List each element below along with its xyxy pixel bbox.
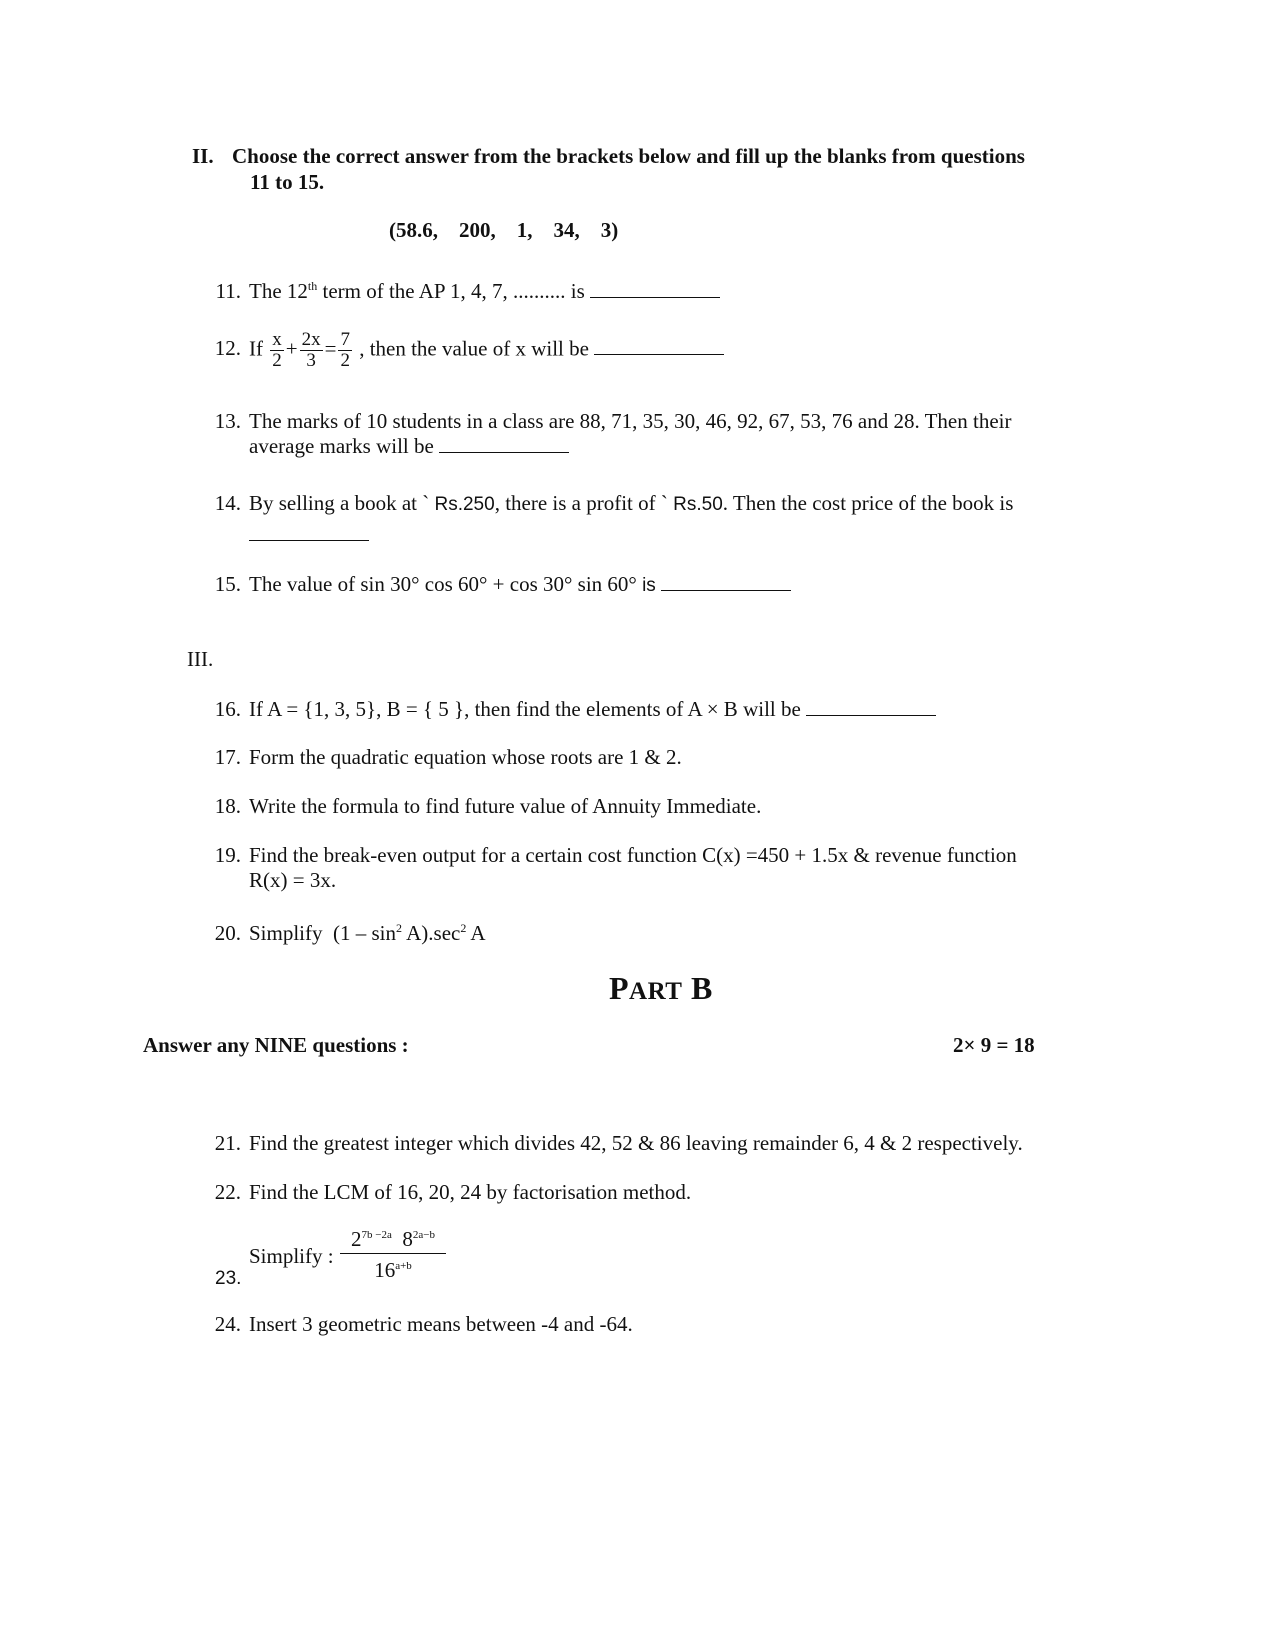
question-19-line2: R(x) = 3x.: [249, 868, 337, 892]
part-b-instruction: Answer any NINE questions :: [143, 1033, 409, 1057]
question-13-line2: average marks will be: [249, 434, 569, 459]
question-number: 21.: [214, 1131, 241, 1155]
section-ii-numeral: II.: [192, 144, 214, 168]
question-14-line2: [249, 522, 369, 547]
question-22: 22. Find the LCM of 16, 20, 24 by factorisation method.: [205, 1180, 691, 1205]
question-18: 18. Write the formula to find future value of Annuity Immediate.: [205, 794, 761, 819]
question-23-number: 23.: [215, 1268, 242, 1289]
question-16: 16. If A = {1, 3, 5}, B = { 5 }, then find the elements of A × B will be: [205, 697, 936, 722]
question-number: 20.: [214, 921, 241, 945]
trig-expression: sin 30° cos 60° + cos 30° sin 60°: [360, 572, 637, 596]
question-15: 15. The value of sin 30° cos 60° + cos 30° sin 60° is: [205, 572, 791, 597]
question-number: 24.: [214, 1312, 241, 1336]
question-number: 18.: [214, 794, 241, 818]
fraction-2x-over-3: $\frac{2x}{3}$: [301, 329, 321, 371]
answer-blank: [249, 522, 369, 541]
question-number: 19.: [214, 843, 241, 867]
question-number: 13.: [214, 409, 241, 433]
answer-blank: [661, 572, 791, 591]
question-number: 22.: [214, 1180, 241, 1204]
question-21: 21. Find the greatest integer which divides 42, 52 & 86 leaving remainder 6, 4 & 2 respectively.: [205, 1131, 1023, 1156]
part-b-heading: PART B: [609, 970, 713, 1006]
question-12: 12. If $\frac{x}{2}$ + $\frac{2x}{3}$ = $\frac{7}{2}$ , then the value of x will be: [205, 330, 724, 371]
question-23-simplify-label: Simplify :: [249, 1244, 334, 1268]
question-number: 17.: [214, 745, 241, 769]
question-11: 11. The 12th term of the AP 1, 4, 7, .......... is: [205, 279, 720, 304]
question-number: 14.: [214, 491, 241, 515]
section-iii-numeral: III.: [187, 647, 214, 671]
question-number: 11.: [215, 279, 241, 303]
question-20: 20. Simplify $(1 - \sin^2 A).\sec^2$ A: [205, 921, 486, 946]
answer-blank: [806, 697, 936, 716]
question-number: 15.: [214, 572, 241, 596]
answer-blank: [439, 434, 569, 453]
question-number: 16.: [214, 697, 241, 721]
answer-blank: [594, 336, 724, 355]
question-14: 14. By selling a book at ` Rs.250, there is a profit of ` Rs.50. Then the cost price of the book is: [205, 491, 1013, 516]
answer-blank: [590, 279, 720, 298]
question-24: 24. Insert 3 geometric means between -4 and -64.: [205, 1312, 633, 1337]
fraction-denominator: $16^{a+b}$: [374, 1258, 412, 1282]
answer-options: (58.6, 200, 1, 34, 3): [389, 218, 619, 242]
section-ii-instruction-line2: 11 to 15.: [250, 170, 325, 194]
question-23-fraction: [340, 1229, 446, 1281]
question-19: 19. Find the break-even output for a certain cost function C(x) =450 + 1.5x & revenue function: [205, 843, 1017, 868]
fraction-numerator: $2^{7b -2a}$ $8^{2a-b}$: [340, 1229, 446, 1254]
question-13: 13. The marks of 10 students in a class are 88, 71, 35, 30, 46, 92, 67, 53, 76 and 28. Then their: [205, 409, 1011, 434]
question-number: 12.: [214, 336, 241, 361]
question-17: 17. Form the quadratic equation whose roots are 1 & 2.: [205, 745, 682, 770]
fraction-7-over-2: $\frac{7}{2}$: [340, 329, 350, 371]
section-ii-instruction-line1: Choose the correct answer from the brackets below and fill up the blanks from questions: [232, 144, 1025, 168]
simplify-expression: $(1 - \sin^2 A).\sec^2$ A: [333, 921, 486, 945]
part-b-marks: 2× 9 = 18: [953, 1033, 1035, 1057]
fraction-x-over-2: $\frac{x}{2}$: [272, 329, 282, 371]
